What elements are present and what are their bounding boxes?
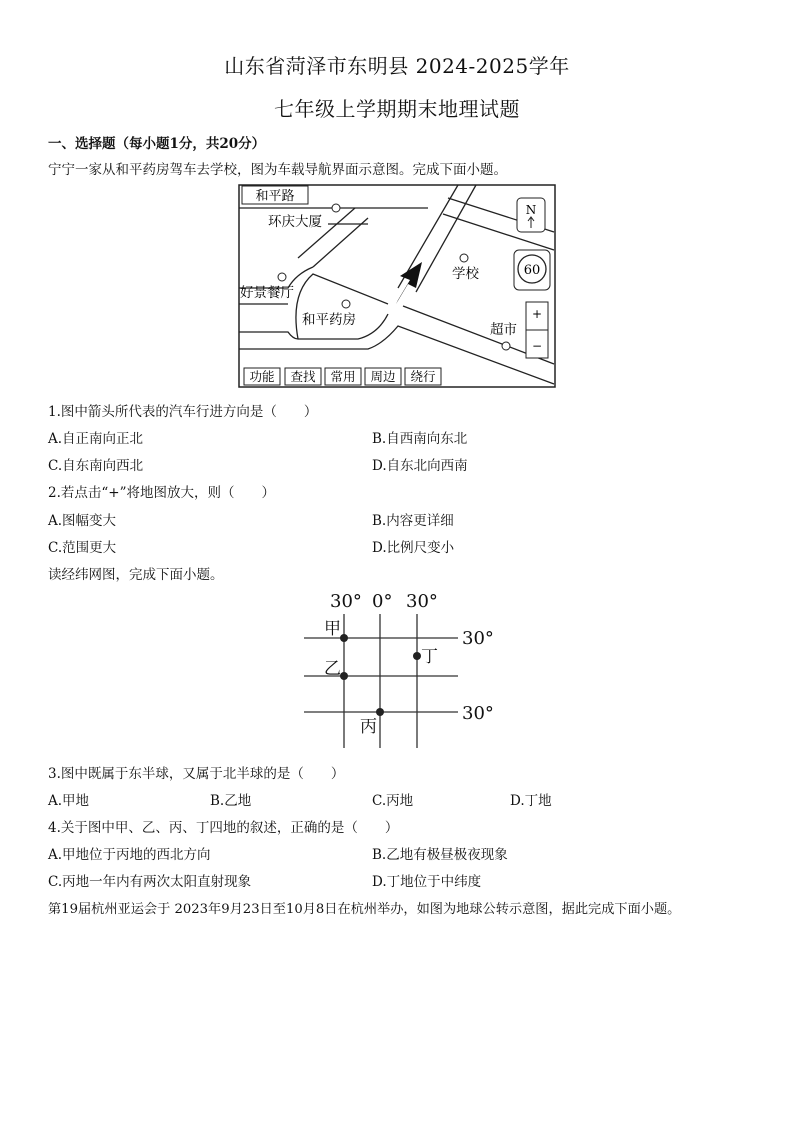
question-4-option-d[interactable]: D.丁地位于中纬度 [372,874,482,890]
north-indicator-icon: N [525,203,537,217]
grid-point-jia: 甲 [324,619,341,639]
nav-button-function[interactable]: 功能 [249,369,275,384]
question-3-option-b[interactable]: B.乙地 [210,793,252,809]
lat-lon-grid-figure [300,588,500,748]
question-3-stem: 3.图中既属于东半球，又属于北半球的是（ ） [48,766,345,782]
question-4-option-b[interactable]: B.乙地有极昼极夜现象 [372,847,508,863]
section-heading: 一、选择题（每小题1分，共20分） [48,136,266,152]
question-3-option-d[interactable]: D.丁地 [510,793,552,809]
place-haojing: 好景餐厅 [240,285,294,301]
page-title-line1: 山东省菏泽市东明县 2024-2025学年 [224,54,570,78]
question-1-option-a[interactable]: A.自正南向正北 [48,431,144,447]
zoom-out-button[interactable]: − [531,339,543,353]
question-2-option-b[interactable]: B.内容更详细 [372,513,454,529]
question-1-stem: 1.图中箭头所代表的汽车行进方向是（ ） [48,404,318,420]
question-2-option-a[interactable]: A.图幅变大 [48,513,117,529]
zoom-in-button[interactable]: + [531,307,543,321]
question-1-option-b[interactable]: B.自西南向东北 [372,431,468,447]
nav-button-detour[interactable]: 绕行 [410,369,436,384]
nav-map-figure [238,184,556,388]
nav-button-common[interactable]: 常用 [330,369,356,384]
place-school: 学校 [452,266,479,282]
question-2-option-c[interactable]: C.范围更大 [48,540,117,556]
grid-label-lon-30w: 30° [330,591,362,612]
grid-label-lat-30n: 30° [462,628,494,649]
question-4-option-c[interactable]: C.丙地一年内有两次太阳直射现象 [48,874,252,890]
question-2-stem: 2.若点击“+”将地图放大，则（ ） [48,485,275,501]
intro-asian-games: 第19届杭州亚运会于 2023年9月23日至10月8日在杭州举办，如图为地球公转示意图，据此完成下面小题。 [48,902,681,917]
grid-point-yi: 乙 [324,659,341,679]
road-label: 和平路 [255,189,295,204]
intro-grid-map: 读经纬网图，完成下面小题。 [48,567,224,583]
page-title-line2: 七年级上学期期末地理试题 [274,97,520,121]
grid-point-ding: 丁 [421,647,438,667]
question-4-stem: 4.关于图中甲、乙、丙、丁四地的叙述，正确的是（ ） [48,820,399,836]
question-3-option-c[interactable]: C.丙地 [372,793,414,809]
speed-limit-sign: 60 [523,263,541,278]
grid-label-lon-30e: 30° [406,591,438,612]
grid-label-lat-30s: 30° [462,703,494,724]
grid-point-bing: 丙 [360,717,377,737]
question-4-option-a[interactable]: A.甲地位于丙地的西北方向 [48,847,211,863]
intro-nav-map: 宁宁一家从和平药房驾车去学校，图为车载导航界面示意图。完成下面小题。 [48,162,507,178]
place-heping: 和平药房 [302,312,356,328]
question-1-option-c[interactable]: C.自东南向西北 [48,458,144,474]
question-3-option-a[interactable]: A.甲地 [48,793,90,809]
place-supermarket: 超市 [490,322,517,338]
nav-button-search[interactable]: 查找 [290,369,316,384]
question-1-option-d[interactable]: D.自东北向西南 [372,458,468,474]
place-huanqing: 环庆大厦 [268,214,322,230]
question-2-option-d[interactable]: D.比例尺变小 [372,540,455,556]
grid-label-lon-0: 0° [372,591,393,612]
nav-button-nearby[interactable]: 周边 [370,369,396,384]
